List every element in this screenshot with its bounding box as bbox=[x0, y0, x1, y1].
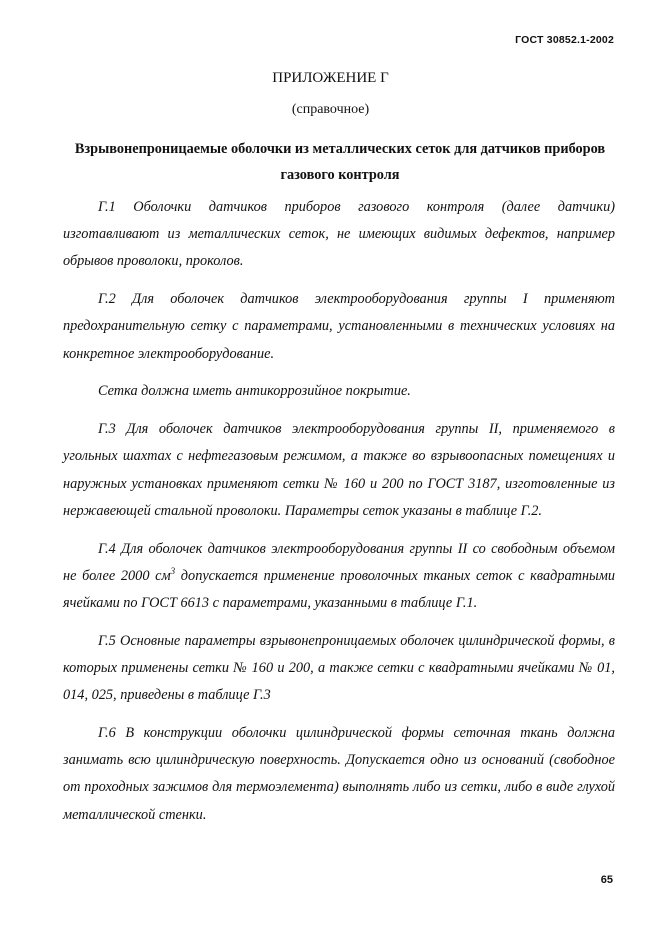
appendix-title: ПРИЛОЖЕНИЕ Г bbox=[272, 70, 389, 86]
paragraph-g6: Г.6 В конструкции оболочки цилиндрической формы сеточная ткань должна занимать всю цилиндрическую поверхность. Допускается одно из оснований (свободное от проходных зажимов для термоэлемента) выполнять либо из сетки, либо в виде глухой металлической стенки. bbox=[63, 725, 615, 823]
paragraph-g5: Г.5 Основные параметры взрывонепроницаемых оболочек цилиндрической формы, в которых применены сетки № 160 и 200, а также сетки с квадратными ячейками № 01, 014, 025, приведены в таблице Г.3 bbox=[63, 632, 615, 704]
paragraph-g3: Г.3 Для оболочек датчиков электрооборудования группы II, применяемого в угольных шахтах с нефтегазовым режимом, а также во взрывоопасных помещениях и наружных установках применяют сетки № 160 и 200 по ГОСТ 3187, изготовленные из нержавеющей стальной проволоки. Параметры сеток указаны в таблице Г.2. bbox=[63, 421, 615, 519]
appendix-heading: Взрывонепроницаемые оболочки из металлических сеток для датчиков приборов газового контроля bbox=[74, 141, 606, 183]
paragraph-g4-before: Г.4 Для оболочек датчиков электрооборудования группы II со свободным объемом не более 2000 см bbox=[63, 540, 615, 584]
superscript-cube: 3 bbox=[170, 566, 176, 577]
paragraph-g2: Г.2 Для оболочек датчиков электрооборудования группы I применяют предохранительную сетку с параметрами, установленными в технических условиях на конкретное электрооборудование. bbox=[63, 291, 615, 362]
document-code: ГОСТ 30852.1-2002 bbox=[515, 34, 614, 46]
paragraph-g1: Г.1 Оболочки датчиков приборов газового контроля (далее датчики) изготавливают из металлических сеток, не имеющих видимых дефектов, например обрывов проволоки, проколов. bbox=[63, 199, 615, 270]
appendix-subtitle: (справочное) bbox=[291, 102, 370, 117]
paragraph-g4-after: допускается применение проволочных тканых сеток с квадратными ячейками по ГОСТ 6613 с параметрами, указанными в таблице Г.1. bbox=[63, 567, 615, 612]
paragraph-coating: Сетка должна иметь антикоррозийное покрытие. bbox=[98, 383, 411, 400]
document-body bbox=[63, 194, 615, 839]
page-number: 65 bbox=[600, 874, 613, 886]
paragraph-g4 bbox=[63, 536, 615, 618]
